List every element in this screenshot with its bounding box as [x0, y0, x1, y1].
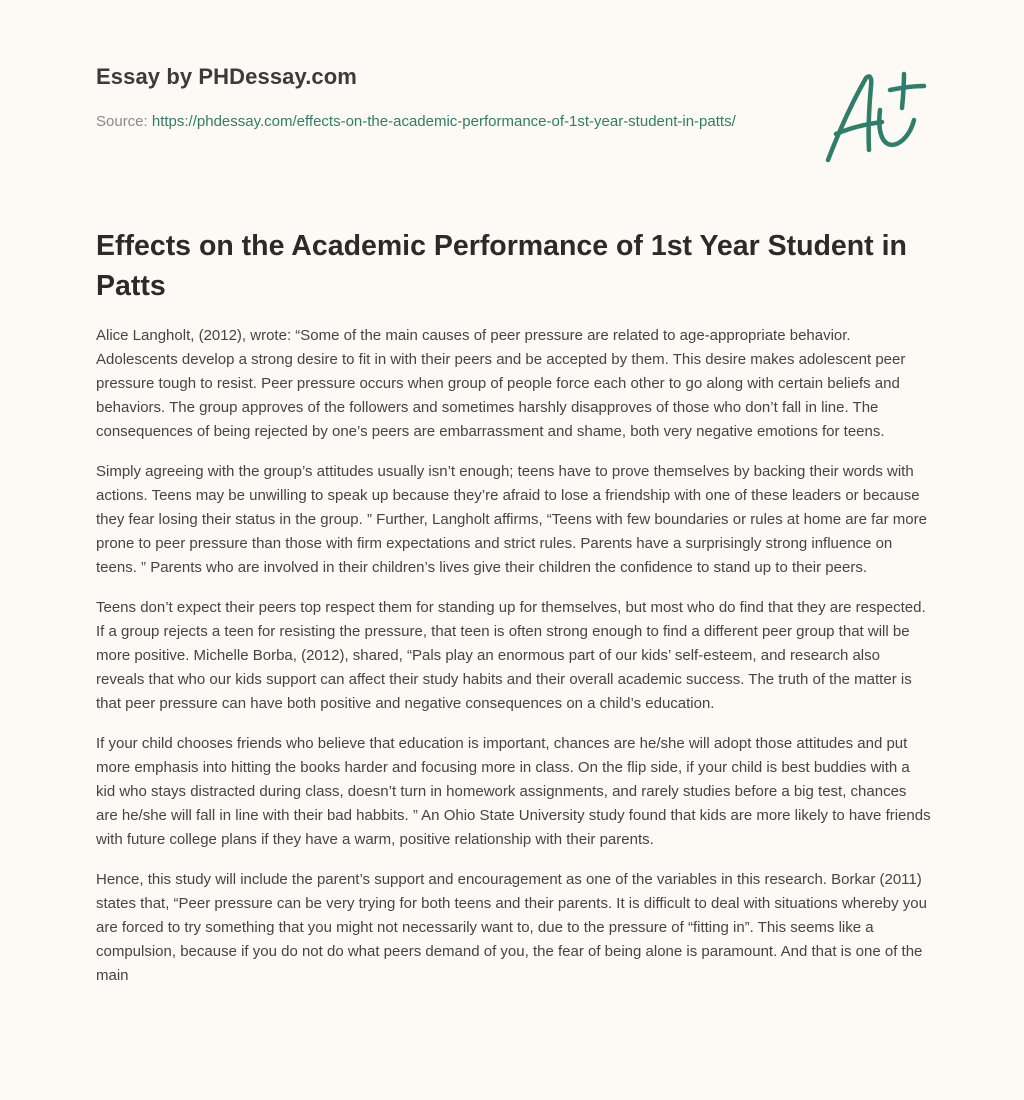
source-label: Source: [96, 113, 152, 130]
site-brand: Essay by PHDessay.com [96, 64, 357, 89]
essay-body [96, 324, 932, 1004]
source-line [96, 110, 736, 134]
essay-paragraph: If your child chooses friends who believe that education is important, chances are he/she will adopt those attitudes and put more emphasis into hitting the books harder and focusing more in class. On the flip side, if your child is best buddies with a kid who stays distracted during class, doesn’t turn in homework assignments, and rarely studies before a big test, chances are he/she will fall in line with their bad habbits. ” An Ohio State University study found that kids are more likely to have friends with future college plans if they have a warm, positive relationship with their parents. [96, 735, 931, 848]
source-link[interactable]: https://phdessay.com/effects-on-the-academic-performance-of-1st-year-student-in-patts/ [151, 113, 736, 130]
page-header [96, 0, 932, 190]
essay-paragraph: Simply agreeing with the group’s attitudes usually isn’t enough; teens have to prove themselves by backing their words with actions. Teens may be unwilling to speak up because they’re afraid to lose a friendship with one of these leaders or because they fear losing their status in the group. ” Further, Langholt affirms, “Teens with few boundaries or rules at home are far more prone to peer pressure than those with firm expectations and strict rules. Parents have a surprisingly strong influence on teens. ” Parents who are involved in their children’s lives give their children the confidence to stand up to their peers. [96, 463, 927, 576]
essay-paragraph: Teens don’t expect their peers top respect them for standing up for themselves, but most who do find that they are respected. If a group rejects a teen for resisting the pressure, that teen is often strong enough to find a different peer group that will be more positive. Michelle Borba, (2012), shared, “Pals play an enormous part of our kids’ self-esteem, and research also reveals that who our kids support can affect their study habits and their overall academic success. The truth of the matter is that peer pressure can have both positive and negative consequences on a child’s education. [96, 599, 926, 712]
essay-paragraph: Hence, this study will include the parent’s support and encouragement as one of the variables in this research. Borkar (2011) states that, “Peer pressure can be very trying for both teens and their parents. It is difficult to deal with situations whereby you are forced to try something that you might not necessarily want to, due to the pressure of “fitting in”. This seems like a compulsion, because if you do not do what peers demand of you, the fear of being alone is paramount. And that is one of the main [96, 871, 927, 984]
a-plus-logo-icon [822, 64, 930, 168]
essay-page [96, 0, 932, 984]
essay-paragraph: Alice Langholt, (2012), wrote: “Some of the main causes of peer pressure are related to age-appropriate behavior. Adolescents develop a strong desire to fit in with their peers and be accepted by them. This desire makes adolescent peer pressure tough to resist. Peer pressure occurs when group of people force each other to go along with certain beliefs and behaviors. The group approves of the followers and sometimes harshly disapproves of those who don’t fall in line. The consequences of being rejected by one’s peers are embarrassment and shame, both very negative emotions for teens. [96, 327, 906, 440]
essay-title: Effects on the Academic Performance of 1st Year Student in Patts [96, 230, 907, 302]
